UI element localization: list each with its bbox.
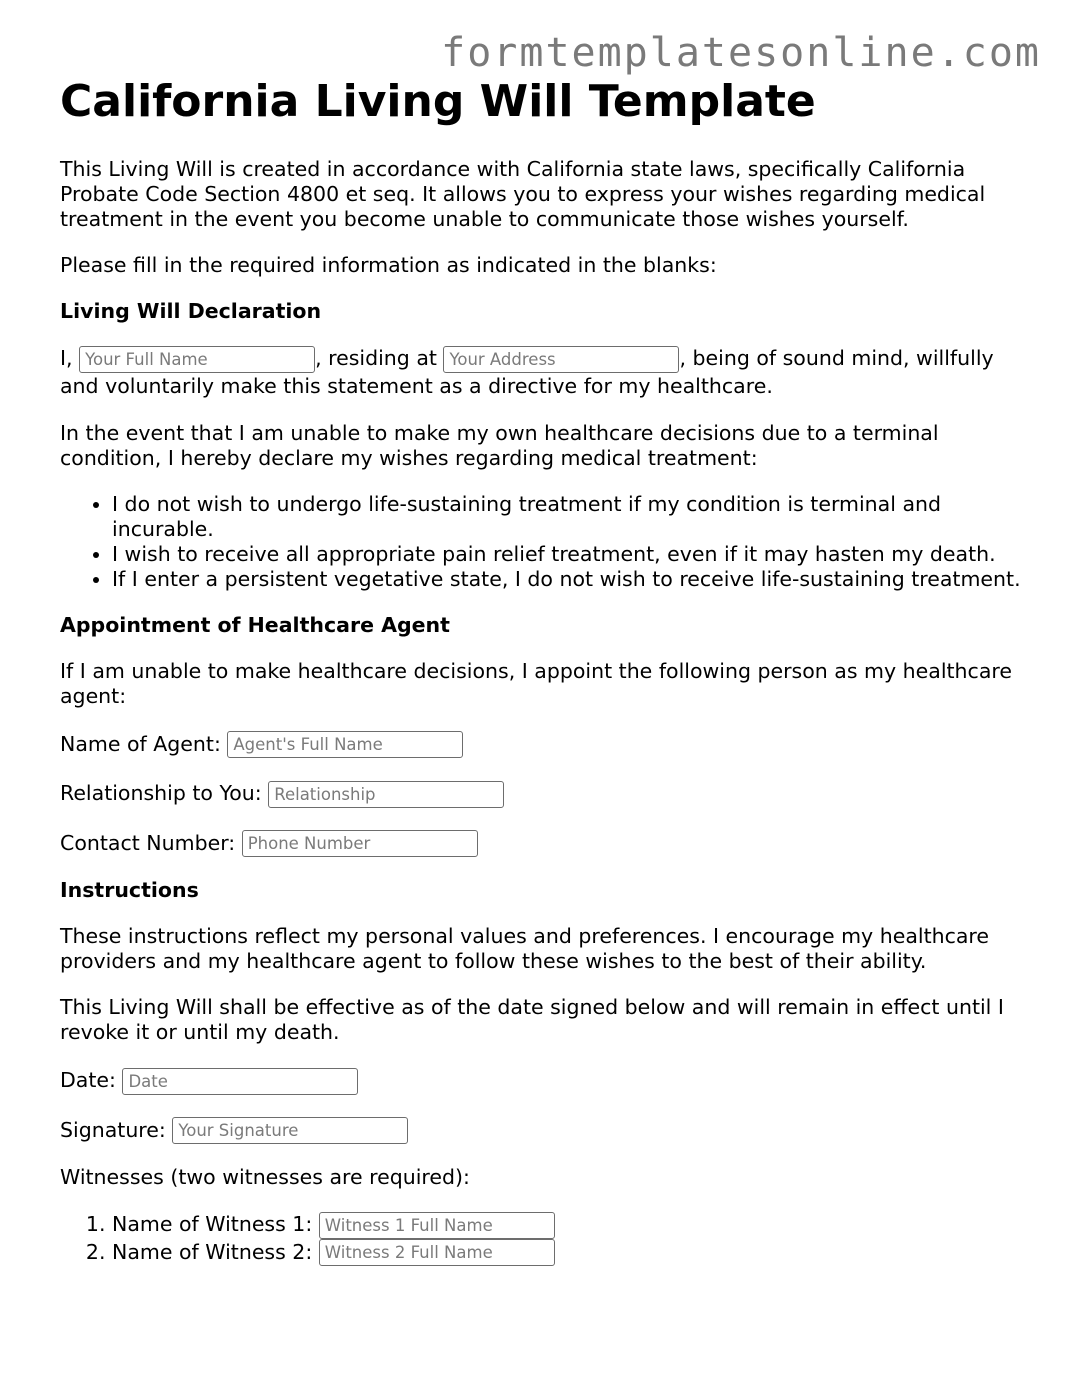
- declaration-suffix: , being of sound mind, willfully and voluntarily make this statement as a directive for my healthcare.: [60, 346, 994, 398]
- agent-name-row: [60, 730, 1025, 759]
- declaration-prefix: I,: [60, 346, 73, 370]
- witnesses-label: Witnesses (two witnesses are required):: [60, 1165, 470, 1189]
- agent-intro: If I am unable to make healthcare decisions, I appoint the following person as my healthcare agent:: [60, 658, 1012, 708]
- signature-input[interactable]: Your Signature: [172, 1117, 408, 1144]
- list-item: • I wish to receive all appropriate pain relief treatment, even if it may hasten my death.: [112, 542, 1025, 567]
- agent-name-label: Name of Agent:: [60, 731, 221, 756]
- declaration-heading: Living Will Declaration: [60, 299, 322, 323]
- intro-paragraph: This Living Will is created in accordance with California state laws, specifically California Probate Code Section 4800 et seq. It allows you to express your wishes regarding medical treatment in the event you become unable to communicate those wishes yourself.: [60, 157, 986, 231]
- list-item: [112, 1239, 1025, 1267]
- agent-name-input[interactable]: Agent's Full Name: [227, 731, 463, 758]
- witness2-label: Name of Witness 2:: [112, 1239, 313, 1264]
- agent-contact-row: [60, 829, 1025, 858]
- date-label: Date:: [60, 1068, 116, 1092]
- terminal-condition-text: In the event that I am unable to make my own healthcare decisions due to a terminal condition, I hereby declare my wishes regarding medical treatment:: [60, 420, 939, 470]
- instructions-heading: Instructions: [60, 878, 199, 902]
- contact-number-input[interactable]: Phone Number: [242, 830, 478, 857]
- witness2-input[interactable]: Witness 2 Full Name: [319, 1239, 555, 1266]
- full-name-input[interactable]: Your Full Name: [79, 346, 315, 373]
- signature-label: Signature:: [60, 1117, 166, 1142]
- residing-text: , residing at: [315, 346, 437, 370]
- agent-heading: Appointment of Healthcare Agent: [60, 612, 450, 637]
- signature-row: [60, 1116, 1025, 1145]
- watermark: formtemplatesonline.com: [441, 30, 1041, 76]
- declaration-statement: [60, 345, 1025, 400]
- list-item: [112, 1211, 1025, 1239]
- instructions-text: These instructions reflect my personal values and preferences. I encourage my healthcare providers and my healthcare agent to follow these wishes to the best of their ability.: [60, 924, 990, 973]
- agent-relationship-row: [60, 779, 1025, 808]
- address-input[interactable]: Your Address: [443, 346, 679, 373]
- relationship-label: Relationship to You:: [60, 781, 262, 805]
- witness1-label: Name of Witness 1:: [112, 1212, 313, 1236]
- date-row: [60, 1066, 1025, 1095]
- page-title: California Living Will Template: [60, 76, 816, 127]
- wishes-list: [60, 492, 1025, 592]
- list-item: • If I enter a persistent vegetative state, I do not wish to receive life-sustaining treatment.: [112, 567, 1025, 592]
- effective-text: This Living Will shall be effective as of the date signed below and will remain in effect until I revoke it or until my death.: [60, 995, 1004, 1044]
- witness1-input[interactable]: Witness 1 Full Name: [319, 1212, 555, 1239]
- witnesses-list: [60, 1211, 1025, 1266]
- document-page: [60, 74, 1025, 1266]
- date-input[interactable]: Date: [122, 1068, 358, 1095]
- relationship-input[interactable]: Relationship: [268, 781, 504, 808]
- contact-number-label: Contact Number:: [60, 830, 236, 855]
- list-item: • I do not wish to undergo life-sustaining treatment if my condition is terminal and incurable.: [112, 492, 1025, 542]
- fill-note: Please fill in the required information as indicated in the blanks:: [60, 253, 717, 277]
